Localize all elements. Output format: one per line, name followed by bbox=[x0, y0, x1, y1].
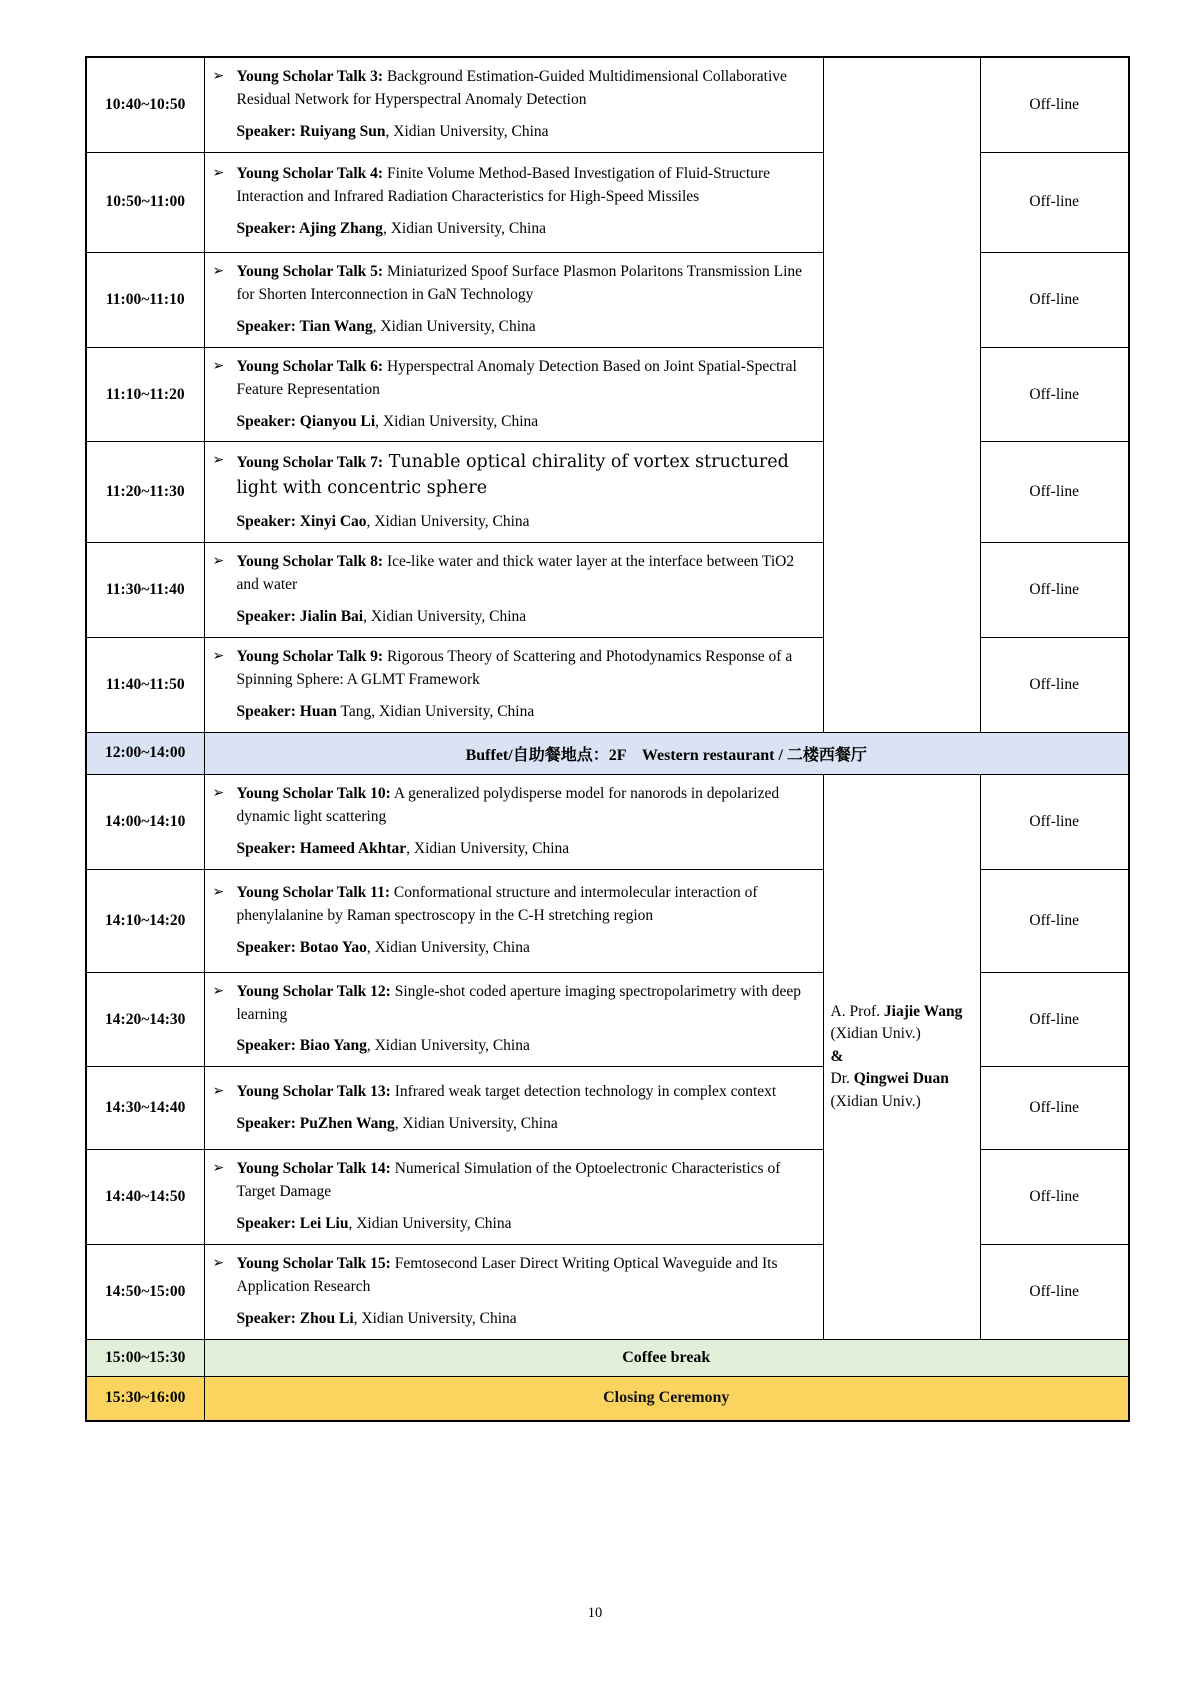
chair-affiliation: (Xidian Univ.) bbox=[830, 1025, 921, 1043]
time-cell: 14:00~14:10 bbox=[86, 774, 204, 869]
speaker-affiliation: , Xidian University, China bbox=[372, 317, 536, 335]
speaker-affiliation: , Xidian University, China bbox=[385, 122, 549, 140]
talk-cell bbox=[204, 637, 823, 732]
talk-title: Ice-like water and thick water layer at the interface between TiO2 and water bbox=[236, 553, 795, 594]
time-cell: 11:30~11:40 bbox=[86, 543, 204, 638]
speaker-name: Botao Yao bbox=[299, 938, 367, 956]
speaker-name: Ruiyang Sun bbox=[299, 122, 386, 140]
arrow-bullet-icon: ➢ bbox=[212, 1256, 225, 1272]
chair-line: A. Prof. Jiajie Wang bbox=[830, 1002, 963, 1020]
speaker-label: Speaker: bbox=[236, 702, 300, 720]
speaker-label: Speaker: bbox=[236, 1215, 300, 1233]
arrow-bullet-icon: ➢ bbox=[212, 884, 225, 900]
session-row bbox=[86, 774, 1129, 869]
talk-title: A generalized polydisperse model for nanorods in depolarized dynamic light scattering bbox=[236, 784, 780, 825]
time-cell: 12:00~14:00 bbox=[86, 732, 204, 774]
time-cell: 10:40~10:50 bbox=[86, 57, 204, 152]
speaker-affiliation: , Xidian University, China bbox=[363, 608, 527, 626]
time-cell: 11:00~11:10 bbox=[86, 252, 204, 347]
speaker-label: Speaker: bbox=[236, 938, 300, 956]
arrow-bullet-icon: ➢ bbox=[212, 166, 225, 182]
chair-name: Jiajie Wang bbox=[883, 1002, 963, 1020]
speaker-label: Speaker: bbox=[236, 122, 300, 140]
talk-cell bbox=[204, 152, 823, 252]
buffet-banner: Buffet/自助餐地点：2F Western restaurant / 二楼西餐厅 bbox=[204, 732, 1129, 774]
morning-section bbox=[86, 57, 1129, 732]
speaker-label: Speaker: bbox=[236, 1037, 300, 1055]
time-cell: 15:30~16:00 bbox=[86, 1377, 204, 1421]
talk-title: Conformational structure and intermolecular interaction of phenylalanine by Raman spectroscopy in the C-H stretching region bbox=[236, 883, 758, 924]
chair-line: Dr. Qingwei Duan bbox=[830, 1070, 949, 1088]
arrow-bullet-icon: ➢ bbox=[212, 358, 225, 374]
speaker-name: Ajing Zhang bbox=[298, 220, 383, 238]
mode-cell: Off-line bbox=[980, 774, 1129, 869]
mode-cell: Off-line bbox=[980, 1067, 1129, 1150]
mode-cell: Off-line bbox=[980, 152, 1129, 252]
talk-label: Young Scholar Talk 13: bbox=[236, 1082, 391, 1100]
talk-label: Young Scholar Talk 12: bbox=[236, 982, 391, 1000]
coffee-break-banner: Coffee break bbox=[204, 1340, 1129, 1377]
talk-label: Young Scholar Talk 6: bbox=[236, 357, 384, 375]
speaker-label: Speaker: bbox=[236, 839, 300, 857]
speaker-affiliation: Tang, Xidian University, China bbox=[336, 702, 535, 720]
speaker-label: Speaker: bbox=[236, 1114, 300, 1132]
closing-ceremony-banner: Closing Ceremony bbox=[204, 1377, 1129, 1421]
talk-label: Young Scholar Talk 10: bbox=[236, 784, 391, 802]
time-cell: 14:20~14:30 bbox=[86, 972, 204, 1067]
page-number: 10 bbox=[587, 1605, 603, 1621]
talk-cell bbox=[204, 774, 823, 869]
mode-cell: Off-line bbox=[980, 869, 1129, 972]
talk-title: Infrared weak target detection technology in complex context bbox=[390, 1082, 777, 1100]
time-cell: 14:50~15:00 bbox=[86, 1245, 204, 1340]
arrow-bullet-icon: ➢ bbox=[212, 453, 225, 469]
speaker-label: Speaker: bbox=[236, 317, 300, 335]
chair-cell-afternoon bbox=[823, 774, 980, 1339]
time-cell: 14:10~14:20 bbox=[86, 869, 204, 972]
talk-title: Miniaturized Spoof Surface Plasmon Polaritons Transmission Line for Shorten Interconnection in GaN Technology bbox=[236, 262, 803, 303]
speaker-name: Lei Liu bbox=[299, 1215, 349, 1233]
schedule-table bbox=[85, 56, 1128, 1422]
time-cell: 14:30~14:40 bbox=[86, 1067, 204, 1150]
speaker-affiliation: , Xidian University, China bbox=[348, 1215, 512, 1233]
talk-title: Femtosecond Laser Direct Writing Optical Waveguide and Its Application Research bbox=[236, 1255, 778, 1296]
talk-title: Single-shot coded aperture imaging spectropolarimetry with deep learning bbox=[236, 982, 802, 1023]
mode-cell: Off-line bbox=[980, 442, 1129, 543]
mode-cell: Off-line bbox=[980, 637, 1129, 732]
arrow-bullet-icon: ➢ bbox=[212, 69, 225, 84]
talk-label: Young Scholar Talk 8: bbox=[236, 553, 384, 571]
buffet-row bbox=[86, 732, 1129, 774]
talk-cell bbox=[204, 869, 823, 972]
speaker-affiliation: , Xidian University, China bbox=[394, 1114, 558, 1132]
speaker-name: Hameed Akhtar bbox=[299, 839, 407, 857]
talk-label: Young Scholar Talk 5: bbox=[236, 262, 384, 280]
arrow-bullet-icon: ➢ bbox=[212, 263, 225, 279]
arrow-bullet-icon: ➢ bbox=[212, 554, 225, 570]
speaker-label: Speaker: bbox=[236, 608, 300, 626]
talk-cell bbox=[204, 252, 823, 347]
talk-title: Finite Volume Method-Based Investigation of Fluid-Structure Interaction and Infrared Radiation Characteristics for High-Speed Missiles bbox=[236, 165, 770, 206]
speaker-affiliation: , Xidian University, China bbox=[366, 938, 530, 956]
talk-label: Young Scholar Talk 14: bbox=[236, 1160, 391, 1178]
speaker-label: Speaker: bbox=[236, 513, 300, 531]
speaker-affiliation: , Xidian University, China bbox=[375, 412, 539, 430]
speaker-name: Tian Wang bbox=[299, 317, 373, 335]
arrow-bullet-icon: ➢ bbox=[212, 648, 225, 664]
talk-cell bbox=[204, 1150, 823, 1245]
time-cell: 11:40~11:50 bbox=[86, 637, 204, 732]
speaker-name: Biao Yang bbox=[299, 1037, 367, 1055]
chair-name: Qingwei Duan bbox=[853, 1070, 949, 1088]
chair-joiner: & bbox=[830, 1047, 844, 1065]
talk-label: Young Scholar Talk 3: bbox=[236, 68, 384, 85]
talk-cell bbox=[204, 1067, 823, 1150]
speaker-label: Speaker: bbox=[236, 220, 299, 238]
speaker-affiliation: , Xidian University, China bbox=[366, 1037, 530, 1055]
speaker-affiliation: , Xidian University, China bbox=[406, 839, 570, 857]
speaker-name: Qianyou Li bbox=[299, 412, 376, 430]
mode-cell: Off-line bbox=[980, 1245, 1129, 1340]
mode-cell: Off-line bbox=[980, 1150, 1129, 1245]
speaker-affiliation: , Xidian University, China bbox=[366, 513, 530, 531]
talk-title: Background Estimation-Guided Multidimensional Collaborative Residual Network for Hyperspectral Anomaly Detection bbox=[236, 68, 787, 108]
speaker-name: Jialin Bai bbox=[299, 608, 364, 626]
arrow-bullet-icon: ➢ bbox=[212, 1161, 225, 1177]
talk-title: Tunable optical chirality of vortex structured light with concentric sphere bbox=[236, 452, 789, 499]
time-cell: 10:50~11:00 bbox=[86, 152, 204, 252]
chair-affiliation: (Xidian Univ.) bbox=[830, 1092, 921, 1110]
talk-label: Young Scholar Talk 9: bbox=[236, 647, 384, 665]
time-cell: 15:00~15:30 bbox=[86, 1340, 204, 1377]
mode-cell: Off-line bbox=[980, 347, 1129, 442]
talk-cell bbox=[204, 1245, 823, 1340]
talk-cell bbox=[204, 972, 823, 1067]
talk-cell bbox=[204, 57, 823, 152]
mode-cell: Off-line bbox=[980, 57, 1129, 152]
chair-cell-morning bbox=[823, 57, 980, 732]
session-row bbox=[86, 57, 1129, 152]
mode-cell: Off-line bbox=[980, 543, 1129, 638]
speaker-affiliation: , Xidian University, China bbox=[353, 1310, 517, 1328]
closing-ceremony-row bbox=[86, 1377, 1129, 1421]
talk-label: Young Scholar Talk 11: bbox=[236, 883, 390, 901]
mode-cell: Off-line bbox=[980, 972, 1129, 1067]
speaker-label: Speaker: bbox=[236, 412, 300, 430]
speaker-name: Zhou Li bbox=[299, 1310, 354, 1328]
talk-cell bbox=[204, 543, 823, 638]
talk-label: Young Scholar Talk 7: bbox=[236, 454, 384, 472]
talk-cell bbox=[204, 442, 823, 543]
talk-label: Young Scholar Talk 15: bbox=[236, 1255, 391, 1273]
time-cell: 11:20~11:30 bbox=[86, 442, 204, 543]
speaker-name: Huan bbox=[299, 702, 337, 720]
speaker-label: Speaker: bbox=[236, 1310, 300, 1328]
talk-label: Young Scholar Talk 4: bbox=[236, 165, 384, 183]
speaker-name: PuZhen Wang bbox=[299, 1114, 395, 1132]
afternoon-section bbox=[86, 774, 1129, 1339]
time-cell: 11:10~11:20 bbox=[86, 347, 204, 442]
arrow-bullet-icon: ➢ bbox=[212, 983, 225, 999]
arrow-bullet-icon: ➢ bbox=[212, 785, 225, 801]
talk-cell bbox=[204, 347, 823, 442]
coffee-break-row bbox=[86, 1340, 1129, 1377]
talk-title: Rigorous Theory of Scattering and Photodynamics Response of a Spinning Sphere: A GLMT Framework bbox=[236, 647, 793, 688]
mode-cell: Off-line bbox=[980, 252, 1129, 347]
time-cell: 14:40~14:50 bbox=[86, 1150, 204, 1245]
talk-title: Hyperspectral Anomaly Detection Based on Joint Spatial-Spectral Feature Representation bbox=[236, 357, 797, 398]
speaker-affiliation: , Xidian University, China bbox=[382, 220, 546, 238]
arrow-bullet-icon: ➢ bbox=[212, 1083, 225, 1099]
talk-title: Numerical Simulation of the Optoelectronic Characteristics of Target Damage bbox=[236, 1160, 781, 1201]
speaker-name: Xinyi Cao bbox=[299, 513, 367, 531]
